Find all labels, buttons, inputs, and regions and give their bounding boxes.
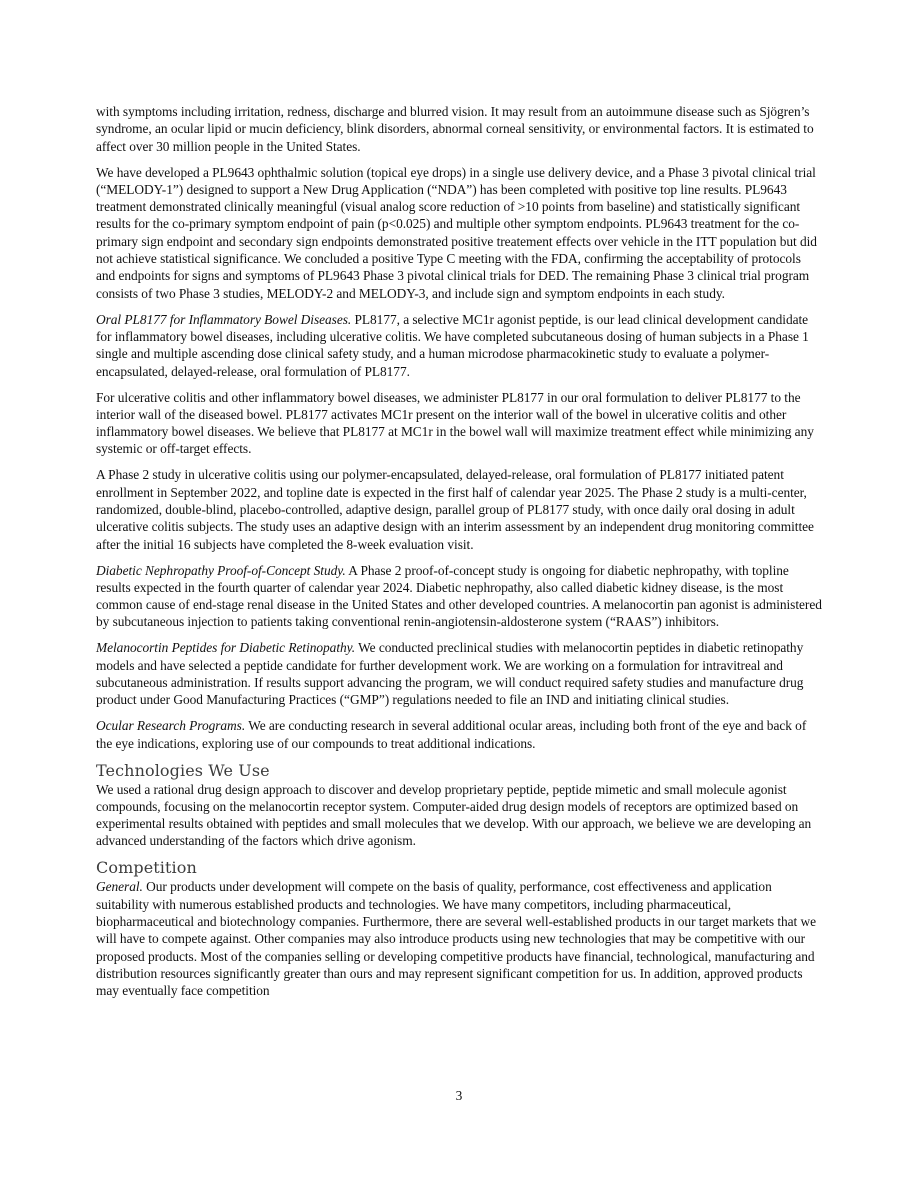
paragraph-text: PL8177, a selective MC1r agonist peptide, is our lead clinical development candidate for inflammatory bowel diseases, including ulcerative colitis. We have completed subcutaneous dosing of human subjects in a Phase 1 single and multiple ascending dose clinical safety study, and a human microdose pharmacokinetic study to evaluate a polymer-encapsulated, delayed-release, oral formulation of PL8177. xyxy=(96,311,809,379)
paragraph-diabetic-nephropathy xyxy=(96,562,823,631)
paragraph-technologies: We used a rational drug design approach to discover and develop proprietary peptide, peptide mimetic and small molecule agonist compounds, focusing on the melanocortin receptor system. Computer-aided drug design models of receptors are optimized based on experimental results obtained with peptides and small molecules that we develop. With our approach, we believe we are developing an advanced understanding of the factors which drive agonism. xyxy=(96,781,812,849)
run-in-heading-general: General. xyxy=(96,879,143,895)
paragraph-text: A Phase 2 proof-of-concept study is ongoing for diabetic nephropathy, with topline results expected in the fourth quarter of calendar year 2024. Diabetic nephropathy, also called diabetic kidney disease, is the most common cause of end-stage renal disease in the United States and other developed countries. A melanocortin pan agonist is administered by subcutaneous injection to patients taking conventional renin-angiotensin-aldosterone system (“RAAS”) inhibitors. xyxy=(96,562,822,630)
paragraph-text: We are conducting research in several additional ocular areas, including both front of the eye and back of the eye indications, exploring use of our compounds to treat additional indications. xyxy=(96,718,807,751)
run-in-heading-diabetic-retinopathy: Melanocortin Peptides for Diabetic Retinopathy. xyxy=(96,640,356,656)
paragraph-oral-pl8177 xyxy=(96,311,823,380)
paragraph-competition-general xyxy=(96,878,823,999)
paragraph-phase2-study: A Phase 2 study in ulcerative colitis using our polymer-encapsulated, delayed-release, oral formulation of PL8177 initiated patent enrollment in September 2022, and topline date is expected in the first half of calendar year 2025. The Phase 2 study is a multi-center, randomized, double-blind, placebo-controlled, adaptive design, parallel group of PL8177 study, with once daily oral dosing in adult ulcerative colitis subjects. The study uses an adaptive design with an interim assessment by an independent drug monitoring committee after the initial 16 subjects have completed the 8-week evaluation visit. xyxy=(96,467,814,552)
paragraph-text: We conducted preclinical studies with melanocortin peptides in diabetic retinopathy models and have selected a peptide candidate for further development work. We are working on a formulation for intravitreal and subcutaneous administration. If results support advancing the program, we will conduct required safety studies and manufacture drug product under Good Manufacturing Practices (“GMP”) regulations needed to file an IND and initiating clinical studies. xyxy=(96,640,804,708)
paragraph-diabetic-retinopathy xyxy=(96,639,823,708)
section-heading-competition: Competition xyxy=(96,858,197,878)
page-number: 3 xyxy=(455,1088,463,1103)
paragraph-pl9643-melody: We have developed a PL9643 ophthalmic solution (topical eye drops) in a single use delivery device, and a Phase 3 pivotal clinical trial (“MELODY-1”) designed to support a New Drug Application (“NDA”) has been completed with positive top line results. PL9643 treatment demonstrated clinically meaningful (visual analog score reduction of >10 points from baseline) and statistically significant results for the co-primary symptom endpoint of pain (p<0.025) and multiple other symptom endpoints. PL9643 treatment for the co-primary sign endpoint and secondary sign endpoints demonstrated positive treatement effects over vehicle in the ITT population but did not achieve statistical significance. We concluded a positive Type C meeting with the FDA, confirming the acceptability of protocols and endpoints for signs and symptoms of PL9643 Phase 3 pivotal clinical trials for DED. The remaining Phase 3 clinical trial program consists of two Phase 3 studies, MELODY-2 and MELODY-3, and include sign and symptom endpoints in each study. xyxy=(96,164,817,301)
paragraph-text: Our products under development will compete on the basis of quality, performance, cost effectiveness and application suitability with numerous established products and technologies. We have many competitors, including pharmaceutical, biopharmaceutical and biotechnology companies. Furthermore, there are several well-established products in our target markets that we will have to compete against. Other companies may also introduce products using new technologies that may be competitive with our proposed products. Most of the companies selling or developing competitive products have financial, technological, manufacturing and distribution resources significantly greater than ours and may represent significant competition for us. In addition, approved products may eventually face competition xyxy=(96,879,817,999)
run-in-heading-diabetic-nephropathy: Diabetic Nephropathy Proof-of-Concept Study. xyxy=(96,562,346,578)
run-in-heading-oral-pl8177: Oral PL8177 for Inflammatory Bowel Diseases. xyxy=(96,311,352,327)
section-heading-technologies: Technologies We Use xyxy=(96,760,270,780)
paragraph-ulcerative-colitis: For ulcerative colitis and other inflammatory bowel diseases, we administer PL8177 in our oral formulation to deliver PL8177 to the interior wall of the diseased bowel. PL8177 activates MC1r present on the interior wall of the bowel in ulcerative colitis and other inflammatory bowel diseases. We believe that PL8177 at MC1r in the bowel wall will maximize treatment effect while minimizing any systemic or off-target effects. xyxy=(96,389,814,457)
paragraph-dry-eye-symptoms: with symptoms including irritation, redness, discharge and blurred vision. It may result from an autoimmune disease such as Sjögren’s syndrome, an ocular lipid or mucin deficiency, blink disorders, abnormal corneal sensitivity, or environmental factors. It is estimated to affect over 30 million people in the United States. xyxy=(96,104,814,154)
page-body xyxy=(96,103,823,1008)
run-in-heading-ocular-research: Ocular Research Programs. xyxy=(96,718,246,734)
paragraph-ocular-research xyxy=(96,717,823,752)
